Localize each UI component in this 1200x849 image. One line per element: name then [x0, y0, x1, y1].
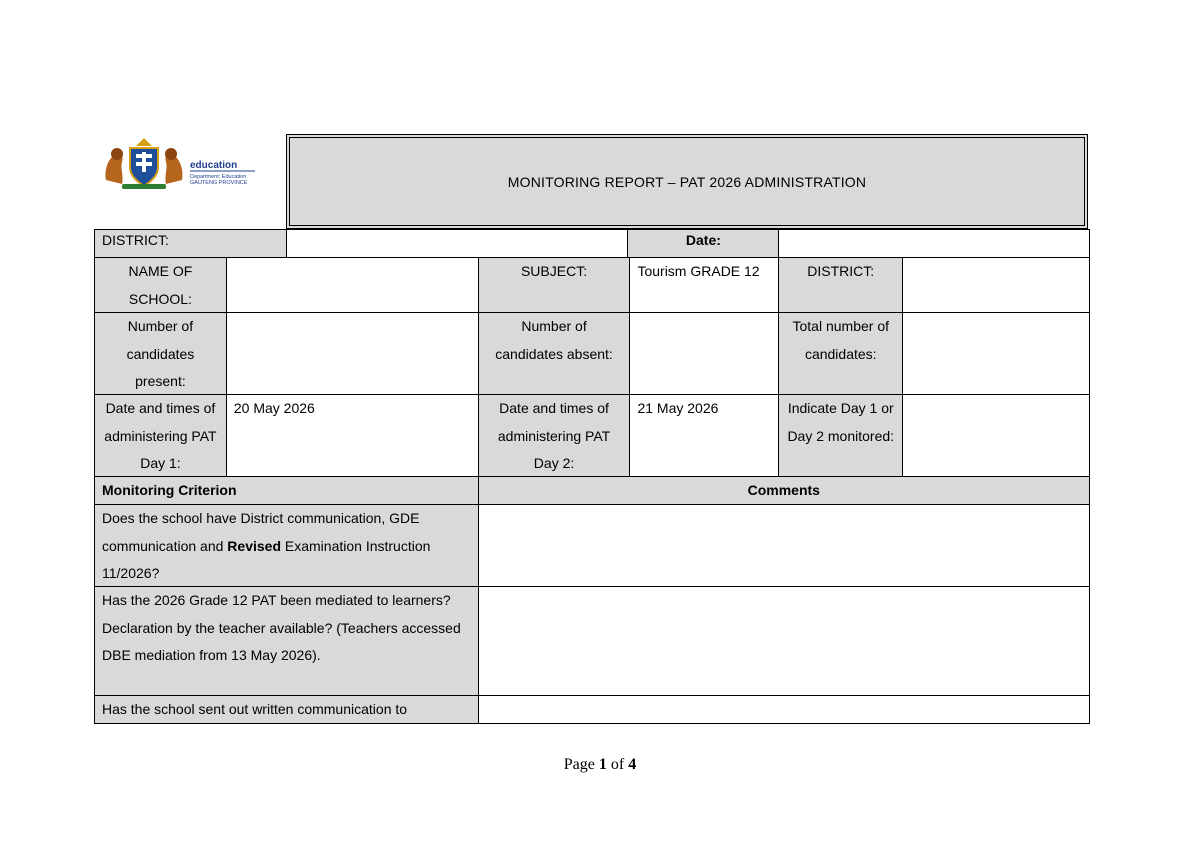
criterion-row-2	[94, 587, 1090, 696]
total-candidates-label: Total number of candidates:	[779, 313, 903, 395]
candidates-present-label: Number of candidates present:	[95, 313, 227, 395]
district-label-top: DISTRICT:	[95, 229, 287, 258]
org-line-1: Department: Education	[190, 174, 247, 180]
candidates-present-field[interactable]	[227, 313, 479, 395]
criterion-1-bold: Revised	[227, 537, 281, 554]
candidates-absent-label: Number of candidates absent:	[479, 313, 631, 395]
day1-value: 20 May 2026	[227, 395, 479, 477]
date-label: Date:	[628, 229, 779, 258]
school-district-field[interactable]	[903, 258, 1090, 313]
day2-label: Date and times of administering PAT Day 2:	[479, 395, 631, 477]
day1-label: Date and times of administering PAT Day 1:	[95, 395, 227, 477]
comment-field-3[interactable]	[479, 696, 1090, 724]
monitoring-form-table	[94, 229, 1090, 724]
report-title-box	[286, 134, 1088, 229]
day2-value: 21 May 2026	[630, 395, 779, 477]
date-value-field[interactable]	[779, 229, 1090, 258]
criterion-text-3: Has the school sent out written communication to	[95, 696, 479, 724]
criterion-text-1	[95, 505, 479, 587]
report-title: MONITORING REPORT – PAT 2026 ADMINISTRATION	[507, 173, 867, 190]
day-monitored-label: Indicate Day 1 or Day 2 monitored:	[779, 395, 903, 477]
coat-of-arms-icon	[100, 136, 270, 194]
school-name-label: NAME OF SCHOOL:	[95, 258, 227, 313]
day-monitored-field[interactable]	[903, 395, 1090, 477]
comments-header: Comments	[479, 477, 1090, 505]
candidates-row	[94, 313, 1090, 395]
subject-value: Tourism GRADE 12	[630, 258, 779, 313]
total-candidates-field[interactable]	[903, 313, 1090, 395]
of-word: of	[610, 756, 625, 773]
subject-label: SUBJECT:	[479, 258, 631, 313]
org-line-2: GAUTENG PROVINCE	[190, 180, 248, 186]
criterion-1-part-a: Does the school have District communication, GDE communication and	[102, 510, 420, 554]
criterion-row-3	[94, 696, 1090, 724]
school-row	[94, 258, 1090, 313]
school-name-field[interactable]	[227, 258, 479, 313]
criterion-text-2: Has the 2026 Grade 12 PAT been mediated to learners? Declaration by the teacher available? (Teachers accessed DBE mediation from 13 May 2026).	[95, 587, 479, 696]
district-date-row	[94, 229, 1090, 258]
page-number: 1	[598, 756, 607, 773]
page-total: 4	[628, 756, 637, 773]
candidates-absent-field[interactable]	[630, 313, 779, 395]
criterion-row-1	[94, 505, 1090, 587]
comment-field-2[interactable]	[479, 587, 1090, 696]
page-word: Page	[563, 756, 595, 773]
page-indicator	[0, 756, 1200, 774]
district-label-school: DISTRICT:	[779, 258, 903, 313]
org-name: education	[190, 160, 238, 171]
criterion-header: Monitoring Criterion	[95, 477, 479, 505]
admin-dates-row	[94, 395, 1090, 477]
criterion-1-part-b: Examination Instruction 11/2026?	[102, 537, 431, 581]
gauteng-education-logo	[100, 136, 270, 194]
comment-field-1[interactable]	[479, 505, 1090, 587]
criteria-header-row	[94, 477, 1090, 505]
district-value-field[interactable]	[287, 229, 629, 258]
